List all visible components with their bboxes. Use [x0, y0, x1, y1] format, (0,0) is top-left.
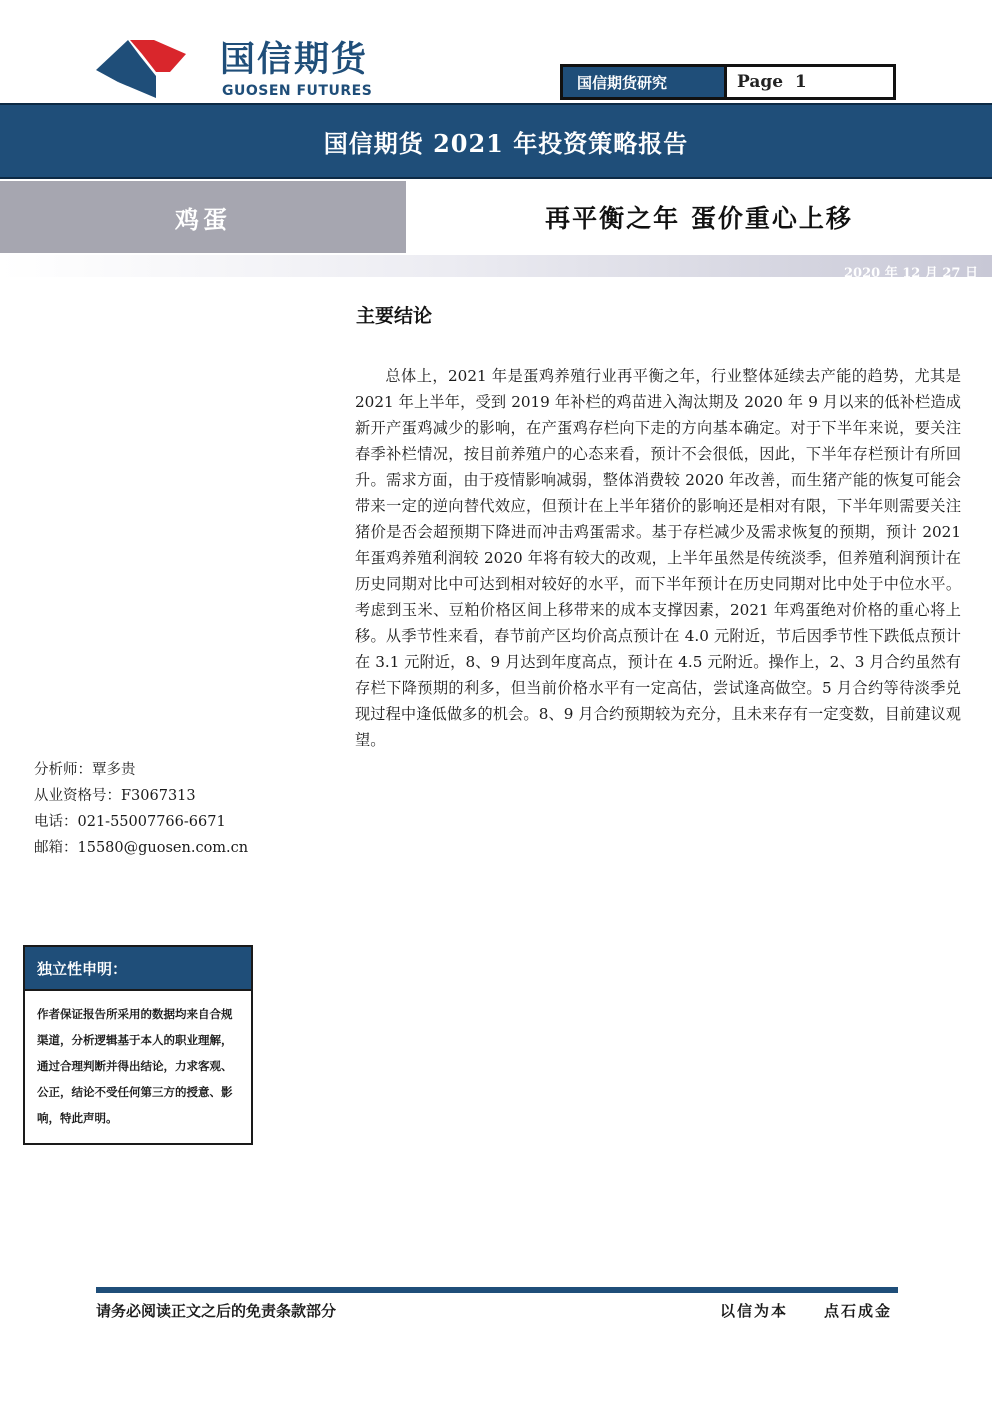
category-label: 鸡蛋	[175, 204, 231, 234]
footer-motto-2: 点石成金	[824, 1302, 893, 1320]
report-title: 国信期货 2021 年投资策略报告	[323, 128, 689, 158]
footer-motto-1: 以信为本	[720, 1302, 789, 1320]
title-band	[0, 103, 992, 179]
report-date: 2020 年 12 月 27 日	[844, 266, 978, 281]
guosen-logo-icon	[96, 36, 186, 102]
independence-text: 作者保证报告所采用的数据均来自合规渠道，分析逻辑基于本人的职业理解，通过合理判断并得出结论，力求客观、公正，结论不受任何第三方的授意、影响，特此声明。	[37, 1007, 233, 1125]
research-tag-box	[560, 64, 896, 100]
headline-panel	[406, 181, 992, 253]
analyst-license: 从业资格号：F3067313	[34, 788, 196, 804]
footer-disclaimer: 请务必阅读正文之后的免责条款部分	[96, 1302, 337, 1320]
brand-name-cn: 国信期货	[220, 40, 369, 80]
section-heading: 主要结论	[356, 305, 433, 327]
report-headline: 再平衡之年 蛋价重心上移	[545, 204, 853, 233]
independence-statement-box	[23, 945, 253, 1145]
independence-title: 独立性申明：	[25, 947, 251, 991]
conclusion-paragraph: 总体上，2021 年是蛋鸡养殖行业再平衡之年，行业整体延续去产能的趋势，尤其是 2021 年上半年，受到 2019 年补栏的鸡苗进入淘汰期及 2020 年 9 月以来的低补栏造成新开产蛋鸡减少的影响，在产蛋鸡存栏向下走的方向基本确定。对于下半年来说，要关注春季补栏情况，按目前养殖户的心态来看，预计不会很低，因此，下半年存栏预计有所回升。需求方面，由于疫情影响减弱，整体消费较 2020 年改善，而生猪产能的恢复可能会带来一定的逆向替代效应，但预计在上半年猪价的影响还是相对有限，下半年则需要关注猪价是否会超预期下降进而冲击鸡蛋需求。基于存栏减少及需求恢复的预期，预计 2021 年蛋鸡养殖利润较 2020 年将有较大的改观，上半年虽然是传统淡季，但养殖利润预计在历史同期对比中可达到相对较好的水平，而下半年预计在历史同期对比中处于中位水平。考虑到玉米、豆粕价格区间上移带来的成本支撑因素，2021 年鸡蛋绝对价格的重心将上移。从季节性来看，春节前产区均价高点预计在 4.0 元附近，节后因季节性下跌低点预计在 3.1 元附近，8、9 月达到年度高点，预计在 4.5 元附近。操作上，2、3 月合约虽然有存栏下降预期的利多，但当前价格水平有一定高估，尝试逢高做空。5 月合约等待淡季兑现过程中逢低做多的机会。8、9 月合约预期较为充分，且未来存有一定变数，目前建议观望。	[355, 367, 961, 749]
page-number: Page 1	[737, 72, 807, 92]
brand-name-en: GUOSEN FUTURES	[222, 83, 373, 99]
research-tag: 国信期货研究	[563, 67, 727, 97]
footer-divider	[96, 1287, 898, 1293]
analyst-name: 分析师：覃多贵	[34, 762, 136, 778]
analyst-phone: 电话：021-55007766-6671	[34, 814, 226, 830]
analyst-email[interactable]: 邮箱：15580@guosen.com.cn	[34, 840, 249, 856]
category-panel	[0, 181, 406, 253]
analyst-info	[34, 757, 248, 861]
